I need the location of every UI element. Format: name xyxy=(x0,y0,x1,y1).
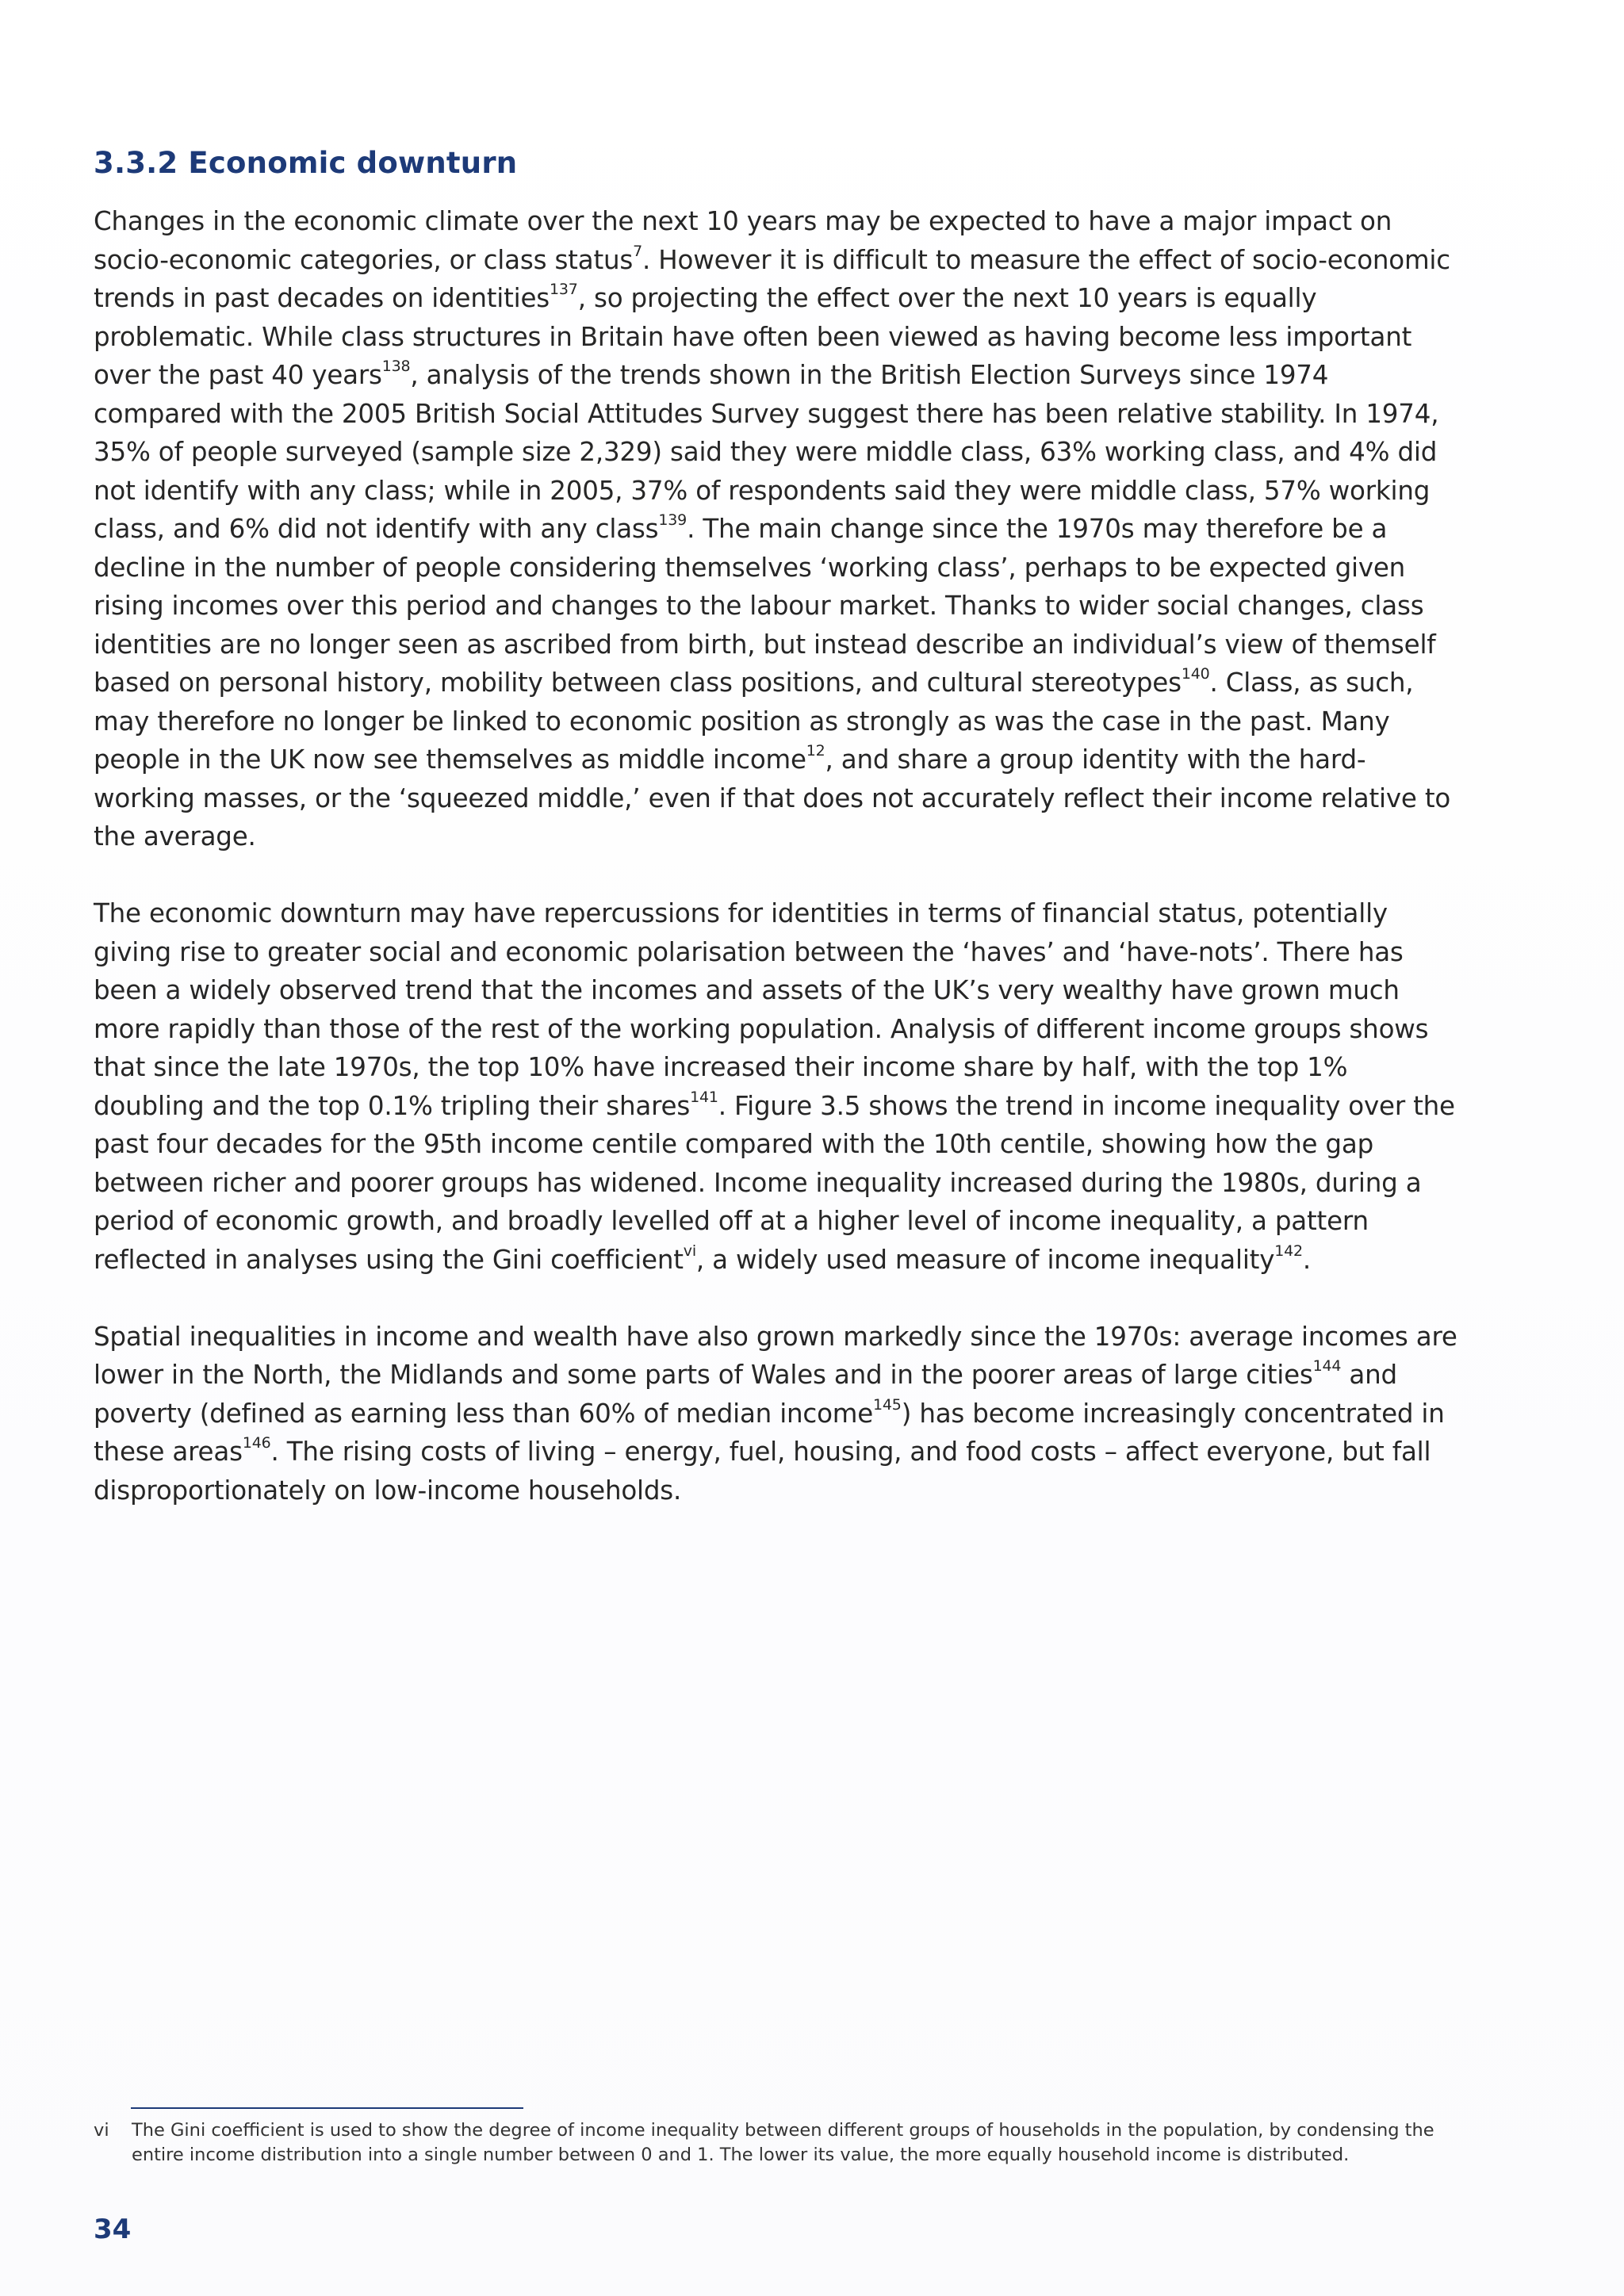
paragraph-text: ) has become increasingly concentrated in these areas xyxy=(94,1398,1445,1467)
citation-superscript: vi xyxy=(683,1242,696,1260)
paragraph xyxy=(94,202,1457,856)
citation-superscript: 138 xyxy=(381,358,411,376)
paragraph-text: . xyxy=(1302,1244,1312,1275)
citation-superscript: 144 xyxy=(1312,1357,1342,1376)
paragraph-text: . However it is difficult to measure the effect of socio-economic trends in past decades on identities xyxy=(94,244,1450,313)
citation-superscript: 12 xyxy=(806,742,825,760)
paragraph-text: . Class, as such, may therefore no longer be linked to economic position as strongly as was the case in the past. Many people in the UK now see themselves as middle income xyxy=(94,668,1414,775)
citation-superscript: 140 xyxy=(1181,665,1210,683)
page-number: 34 xyxy=(94,2214,132,2245)
paragraph-text: The economic downturn may have repercussions for identities in terms of financial status, potentially giving rise to greater social and economic polarisation between the ‘haves’ and ‘have-nots’. There has been a widely observed trend that the incomes and assets of the UK’s very wealthy have grown much more rapidly than those of the rest of the working population. Analysis of different income groups shows that since the late 1970s, the top 10% have increased their income share by half, with the top 1% doubling and the top 0.1% tripling their shares xyxy=(94,898,1429,1121)
paragraph-text: . Figure 3.5 shows the trend in income inequality over the past four decades for the 95th income centile compared with the 10th centile, showing how the gap between richer and poorer groups has widened. Income inequality increased during the 1980s, during a period of economic growth, and broadly levelled off at a higher level of income inequality, a pattern reflected in analyses using the Gini coefficient xyxy=(94,1090,1455,1275)
paragraph-text: Spatial inequalities in income and wealth have also grown markedly since the 1970s: average incomes are lower in the North, the Midlands and some parts of Wales and in the poorer areas of large cities xyxy=(94,1321,1457,1390)
paragraph-text: , so projecting the effect over the next 10 years is equally problematic. While class structures in Britain have often been viewed as having become less important over the past 40 years xyxy=(94,283,1412,390)
paragraph-text: , analysis of the trends shown in the British Election Surveys since 1974 compared with the 2005 British Social Attitudes Survey suggest there has been relative stability. In 1974, 35% of people surveyed (sample size 2,329) said they were middle class, 63% working class, and 4% did not identify with any class; while in 2005, 37% of respondents said they were middle class, 57% working class, and 6% did not identify with any class xyxy=(94,360,1439,544)
paragraph-text: . The rising costs of living – energy, fuel, housing, and food costs – affect everyone, but fall disproportionately on low-income households. xyxy=(94,1437,1431,1506)
citation-superscript: 137 xyxy=(550,281,578,299)
citation-superscript: 139 xyxy=(658,511,688,530)
paragraph-text: , a widely used measure of income inequality xyxy=(695,1244,1275,1275)
footnote-marker: vi xyxy=(94,2120,109,2141)
citation-superscript: 7 xyxy=(633,242,643,260)
citation-superscript: 142 xyxy=(1274,1242,1303,1260)
body-text xyxy=(94,202,1457,1548)
footnote-divider xyxy=(131,2107,523,2109)
citation-superscript: 145 xyxy=(873,1395,902,1414)
citation-superscript: 141 xyxy=(690,1088,718,1106)
paragraph xyxy=(94,894,1457,1279)
paragraph xyxy=(94,1318,1457,1510)
paragraph-text: and poverty (defined as earning less than 60% of median income xyxy=(94,1360,1397,1429)
footnote-text: The Gini coefficient is used to show the degree of income inequality between different groups of households in the population, by condensing the entire income distribution into a single number between 0 and 1. The lower its value, the more equally household income is distributed. xyxy=(132,2120,1434,2165)
paragraph-text: . The main change since the 1970s may therefore be a decline in the number of people considering themselves ‘working class’, perhaps to be expected given rising incomes over this period and changes to the labour market. Thanks to wider social changes, class identities are no longer seen as ascribed from birth, but instead describe an individual’s view of themself based on personal history, mobility between class positions, and cultural stereotypes xyxy=(94,514,1436,698)
section-heading: 3.3.2 Economic downturn xyxy=(94,146,518,180)
paragraph-text: Changes in the economic climate over the next 10 years may be expected to have a major impact on socio-economic categories, or class status xyxy=(94,206,1392,275)
citation-superscript: 146 xyxy=(242,1434,271,1452)
paragraph-text: , and share a group identity with the hard-working masses, or the ‘squeezed middle,’ even if that does not accurately reflect their income relative to the average. xyxy=(94,744,1451,851)
